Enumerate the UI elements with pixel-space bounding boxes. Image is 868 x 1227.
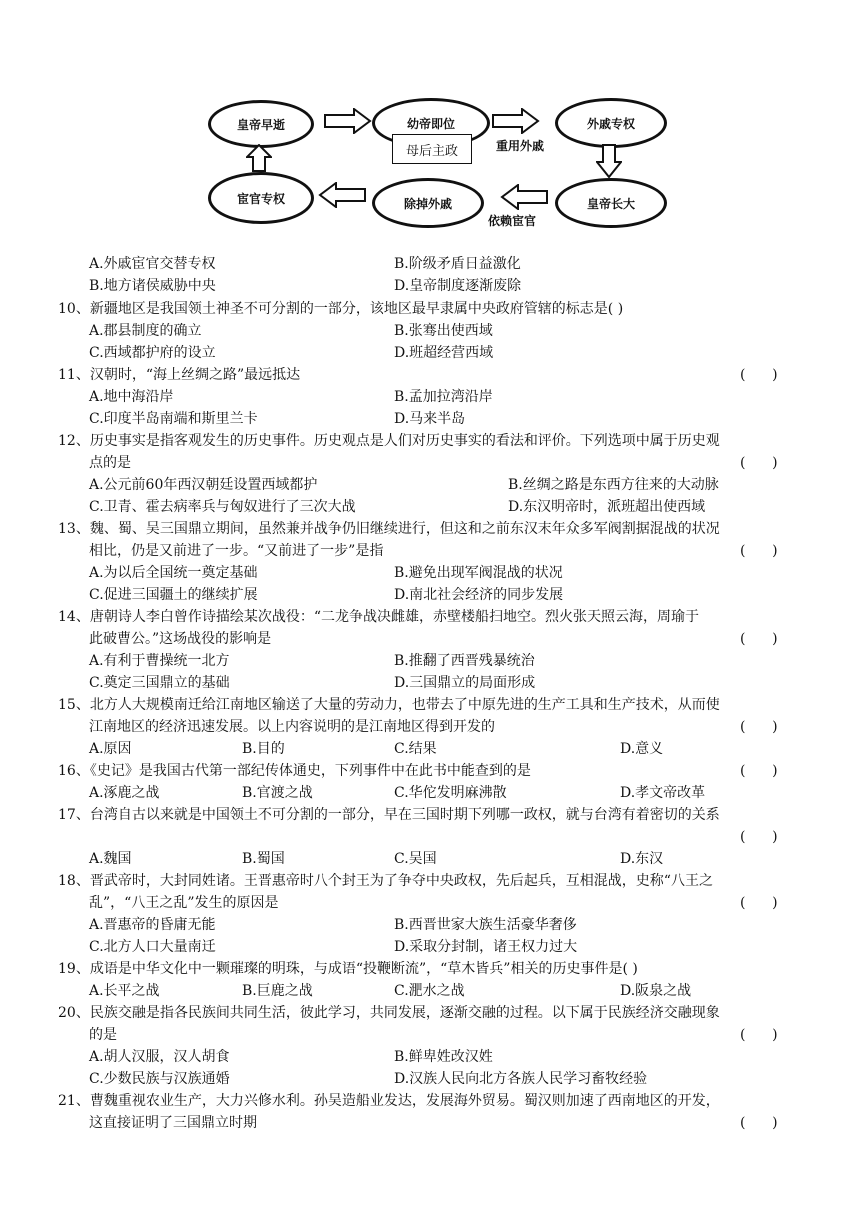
question-11-option-c: C.印度半岛南端和斯里兰卡 xyxy=(89,411,258,427)
edge-label-rely-eunuchs: 依赖宦官 xyxy=(488,214,537,228)
question-14-option-a: A.有利于曹操统一北方 xyxy=(89,653,230,669)
answer-blank: ( ) xyxy=(740,455,778,471)
node-emperor-dies: 皇帝早逝 xyxy=(208,100,314,148)
q9-option-d: D.皇帝制度逐渐废除 xyxy=(394,278,522,294)
question-16-option-a: A.涿鹿之战 xyxy=(89,785,160,801)
question-10-option-d: D.班超经营西域 xyxy=(394,345,494,361)
question-19-option-c: C.淝水之战 xyxy=(394,983,465,999)
question-20-stem-line: 的是 xyxy=(89,1027,117,1043)
q9-option-c: B.地方诸侯威胁中央 xyxy=(89,278,216,294)
political-cycle-diagram xyxy=(200,92,680,240)
question-16-option-c: C.华佗发明麻沸散 xyxy=(394,785,507,801)
question-18-option-d: D.采取分封制，诸王权力过大 xyxy=(394,939,578,955)
question-15-option-d: D.意义 xyxy=(620,741,664,757)
question-20-option-a: A.胡人汉服，汉人胡食 xyxy=(89,1049,230,1065)
answer-blank: ( ) xyxy=(740,719,778,735)
question-14-stem-line: 14、唐朝诗人李白曾作诗描绘某次战役：“二龙争战决雌雄，赤壁楼船扫地空。烈火张天照云海，周瑜于 xyxy=(58,609,699,625)
question-11-stem-line: 11、汉朝时，“海上丝绸之路”最远抵达 xyxy=(58,367,301,383)
node-relatives-power: 外戚专权 xyxy=(555,98,667,148)
question-17-option-c: C.吴国 xyxy=(394,851,437,867)
question-18-option-c: C.北方人口大量南迁 xyxy=(89,939,216,955)
question-13-option-a: A.为以后全国统一奠定基础 xyxy=(89,565,258,581)
edge-label-use-relatives: 重用外戚 xyxy=(496,139,545,153)
question-10-option-c: C.西域都护府的设立 xyxy=(89,345,216,361)
question-15-option-a: A.原因 xyxy=(89,741,132,757)
question-14-stem-line: 此破曹公。”这场战役的影响是 xyxy=(89,631,272,647)
question-18-stem-line: 18、晋武帝时，大封同姓诸。王晋惠帝时八个封王为了争夺中央政权，先后起兵，互相混战，史称“八王之 xyxy=(58,873,713,889)
arrow-right-icon xyxy=(324,108,372,134)
answer-blank: ( ) xyxy=(740,543,778,559)
node-eunuch-power: 宦官专权 xyxy=(208,172,314,224)
arrow-up-icon xyxy=(246,144,272,172)
question-12-stem-line: 12、历史事实是指客观发生的历史事件。历史观点是人们对历史事实的看法和评价。下列选项中属于历史观 xyxy=(58,433,720,449)
question-11-option-d: D.马来半岛 xyxy=(394,411,466,427)
question-12-option-c: C.卫青、霍去病率兵与匈奴进行了三次大战 xyxy=(89,499,356,515)
node-young-emperor: 幼帝即位 xyxy=(372,98,490,148)
question-20-option-d: D.汉族人民向北方各族人民学习畜牧经验 xyxy=(394,1071,648,1087)
question-14-option-b: B.推翻了西晋残暴统治 xyxy=(394,653,535,669)
node-emperor-grows: 皇帝长大 xyxy=(555,178,667,228)
question-19-option-b: B.巨鹿之战 xyxy=(242,983,313,999)
answer-blank: ( ) xyxy=(740,1027,778,1043)
question-13-stem-line: 相比，仍是又前进了一步。“又前进了一步”是指 xyxy=(89,543,384,559)
question-16-stem-line: 16、《史记》是我国古代第一部纪传体通史，下列事件中在此书中能查到的是 xyxy=(58,763,531,779)
question-12-option-a: A.公元前60年西汉朝廷设置西域都护 xyxy=(89,477,318,493)
answer-blank: ( ) xyxy=(740,895,778,911)
question-17-stem-line: 17、台湾自古以来就是中国领土不可分割的一部分，早在三国时期下列哪一政权，就与台湾有着密切的关系 xyxy=(58,807,720,823)
question-11-option-a: A.地中海沿岸 xyxy=(89,389,174,405)
question-12-stem-line: 点的是 xyxy=(89,455,131,471)
node-remove-relatives: 除掉外戚 xyxy=(372,178,484,228)
question-20-option-c: C.少数民族与汉族通婚 xyxy=(89,1071,230,1087)
question-18-option-a: A.晋惠帝的昏庸无能 xyxy=(89,917,216,933)
question-15-option-b: B.目的 xyxy=(242,741,285,757)
question-16-option-d: D.孝文帝改革 xyxy=(620,785,706,801)
answer-blank: ( ) xyxy=(740,367,778,383)
question-11-option-b: B.孟加拉湾沿岸 xyxy=(394,389,493,405)
question-17-option-b: B.蜀国 xyxy=(242,851,285,867)
question-10-stem-line: 10、新疆地区是我国领土神圣不可分割的一部分，该地区最早隶属中央政府管辖的标志是( ) xyxy=(58,301,624,317)
question-17-option-a: A.魏国 xyxy=(89,851,132,867)
question-12-option-d: D.东汉明帝时，派班超出使西域 xyxy=(508,499,706,515)
arrow-left-icon xyxy=(318,182,366,208)
question-21-stem-line: 这直接证明了三国鼎立时期 xyxy=(89,1115,257,1131)
question-12-option-b: B.丝绸之路是东西方往来的大动脉 xyxy=(508,477,719,493)
question-14-option-c: C.奠定三国鼎立的基础 xyxy=(89,675,230,691)
question-18-stem-line: 乱”，“八王之乱”发生的原因是 xyxy=(89,895,279,911)
question-13-stem-line: 13、魏、蜀、吴三国鼎立期间，虽然兼并战争仍旧继续进行，但这和之前东汉末年众多军阀割据混战的状况 xyxy=(58,521,720,537)
question-14-option-d: D.三国鼎立的局面形成 xyxy=(394,675,536,691)
question-18-option-b: B.西晋世家大族生活豪华奢侈 xyxy=(394,917,577,933)
question-20-option-b: B.鲜卑姓改汉姓 xyxy=(394,1049,493,1065)
question-17-option-d: D.东汉 xyxy=(620,851,664,867)
question-13-option-b: B.避免出现军阀混战的状况 xyxy=(394,565,563,581)
answer-blank: ( ) xyxy=(740,631,778,647)
question-15-stem-line: 15、北方人大规模南迁给江南地区输送了大量的劳动力，也带去了中原先进的生产工具和生产技术，从而使 xyxy=(58,697,720,713)
question-19-stem-line: 19、成语是中华文化中一颗璀璨的明珠，与成语“投鞭断流”，“草木皆兵”相关的历史事件是( ) xyxy=(58,961,638,977)
answer-blank: ( ) xyxy=(740,1115,778,1131)
arrow-left-icon xyxy=(500,184,548,210)
q9-option-b: B.阶级矛盾日益激化 xyxy=(394,256,521,272)
question-21-stem-line: 21、曹魏重视农业生产，大力兴修水利。孙吴造船业发达，发展海外贸易。蜀汉则加速了西南地区的开发， xyxy=(58,1093,720,1109)
node-empress-regency: 母后主政 xyxy=(392,134,472,164)
question-16-option-b: B.官渡之战 xyxy=(242,785,313,801)
question-15-stem-line: 江南地区的经济迅速发展。以上内容说明的是江南地区得到开发的 xyxy=(89,719,495,735)
q9-option-a: A.外戚宦官交替专权 xyxy=(89,256,216,272)
question-10-option-b: B.张骞出使西域 xyxy=(394,323,493,339)
question-13-option-d: D.南北社会经济的同步发展 xyxy=(394,587,564,603)
question-19-option-a: A.长平之战 xyxy=(89,983,160,999)
answer-blank: ( ) xyxy=(740,829,778,845)
arrow-down-icon xyxy=(596,144,622,178)
answer-blank: ( ) xyxy=(740,763,778,779)
question-20-stem-line: 20、民族交融是指各民族间共同生活，彼此学习，共同发展，逐渐交融的过程。以下属于民族经济交融现象 xyxy=(58,1005,720,1021)
question-15-option-c: C.结果 xyxy=(394,741,437,757)
arrow-right-icon xyxy=(492,108,540,134)
question-10-option-a: A.郡县制度的确立 xyxy=(89,323,202,339)
question-19-option-d: D.阪泉之战 xyxy=(620,983,692,999)
question-13-option-c: C.促进三国疆土的继续扩展 xyxy=(89,587,258,603)
